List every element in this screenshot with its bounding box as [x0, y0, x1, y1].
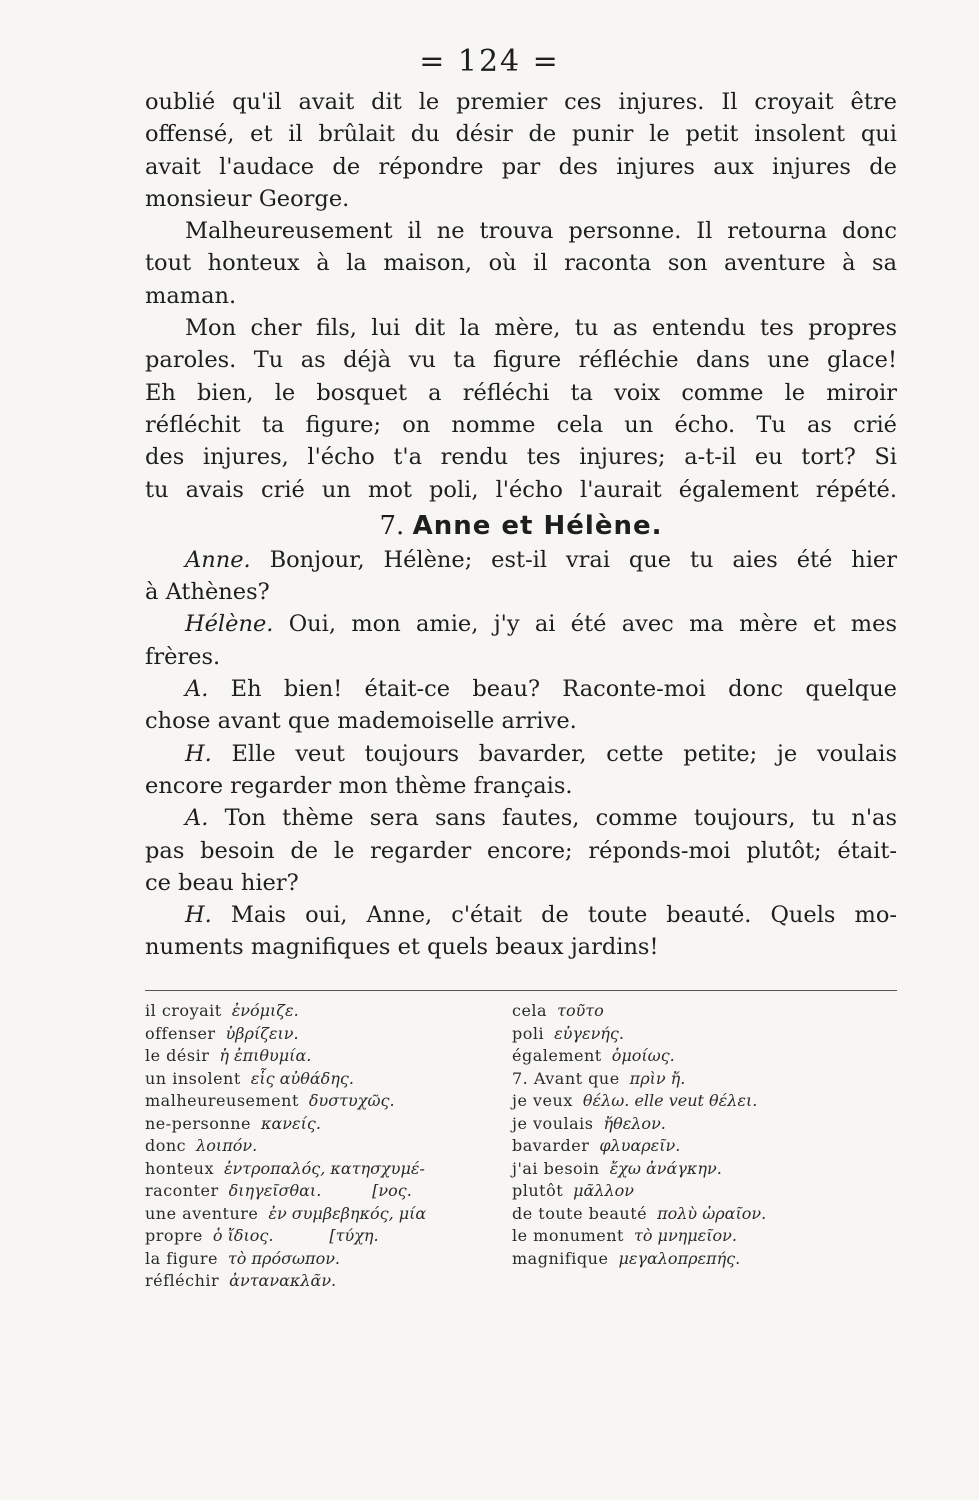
section-number: 7. [379, 510, 405, 541]
text-line: ce beau hier? [145, 869, 299, 896]
body-text [145, 86, 897, 964]
vocab-french: malheureusement [145, 1091, 299, 1110]
vocab-entry [512, 1000, 902, 1023]
text-line: chose avant que mademoiselle arrive. [145, 708, 577, 735]
vocab-greek: διηγεῖσθαι. [νος. [228, 1181, 412, 1200]
vocab-greek: ἀντανακλᾶν. [229, 1271, 337, 1290]
vocab-greek: ἐν συμβεβηκός, μία [268, 1203, 427, 1223]
vocab-greek: ἤθελον. [603, 1113, 666, 1133]
vocab-greek: εὐγενής. [554, 1023, 624, 1043]
text-line: réfléchit ta figure; on nomme cela un écho. Tu as crié [145, 411, 897, 438]
vocab-entry [512, 1248, 902, 1271]
speaker-name: Hélène. [185, 611, 274, 638]
vocab-greek: κανείς. [260, 1113, 321, 1133]
vocab-entry [512, 1090, 902, 1113]
vocab-french: réfléchir [145, 1271, 220, 1290]
vocab-entry [145, 1135, 515, 1158]
dialogue-text: Ton thème sera sans fautes, comme toujours, tu n'as [224, 805, 897, 832]
vocab-greek: ἐντροπαλός, κατησχυμέ- [223, 1158, 425, 1178]
vocab-greek: μᾶλλον [573, 1181, 634, 1200]
dialogue-text: Eh bien! était-ce beau? Raconte-moi donc quelque [230, 676, 897, 703]
vocab-greek: φλυαρεῖν. [599, 1136, 681, 1155]
vocab-entry [512, 1158, 902, 1181]
vocab-entry [512, 1113, 902, 1136]
vocab-greek: ἐνόμιζε. [231, 1001, 299, 1020]
vocab-french: de toute beauté [512, 1203, 648, 1223]
vocab-entry [512, 1225, 902, 1248]
dialogue-text: Mais oui, Anne, c'était de toute beauté. Quels mo- [230, 902, 897, 929]
text-line: numents magnifiques et quels beaux jardins! [145, 934, 659, 961]
vocab-entry [512, 1068, 902, 1091]
speaker-name: A. [185, 805, 209, 832]
vocab-french: une aventure [145, 1203, 259, 1223]
vocab-greek: ἔχω ἀνάγκην. [609, 1158, 722, 1178]
vocab-french: j'ai besoin [512, 1158, 600, 1178]
text-line: oublié qu'il avait dit le premier ces injures. Il croyait être [145, 89, 897, 115]
vocab-entry [145, 1023, 515, 1046]
text-line: paroles. Tu as déjà vu ta figure réfléchie dans une glace! [145, 347, 897, 374]
vocabulary-left [145, 1000, 515, 1293]
vocab-entry [145, 1270, 515, 1293]
vocab-entry [512, 1135, 902, 1158]
text-line: avait l'audace de répondre par des injures aux injures de [145, 153, 897, 180]
vocab-french: un insolent [145, 1068, 241, 1088]
vocab-french: magnifique [512, 1248, 609, 1268]
text-line: Malheureusement il ne trouva personne. Il retourna donc [185, 218, 897, 245]
vocab-greek: τοῦτο [557, 1001, 604, 1020]
text-line: maman. [145, 282, 237, 309]
dialogue-line [145, 544, 897, 576]
dialogue-line [145, 802, 897, 834]
text-line: frères. [145, 643, 221, 670]
dialogue-text: Bonjour, Hélène; est-il vrai que tu aies été hier [269, 546, 897, 573]
footnote-divider [145, 990, 897, 991]
vocab-french: je voulais [512, 1113, 594, 1133]
vocab-greek: ἡ ἐπιθυμία. [219, 1046, 312, 1065]
dialogue-line [145, 899, 897, 931]
dialogue-line [145, 608, 897, 640]
vocab-greek: λοιπόν. [196, 1136, 258, 1155]
text-line: tu avais crié un mot poli, l'écho l'aurait également répété. [145, 476, 897, 503]
text-line: des injures, l'écho t'a rendu tes injures; a-t-il eu tort? Si [145, 444, 897, 471]
vocab-french: la figure [145, 1248, 218, 1268]
vocab-french: raconter [145, 1181, 219, 1200]
vocab-greek: εἷς αὐθάδης. [250, 1068, 354, 1088]
vocab-french: poli [512, 1023, 545, 1043]
section-title: Anne et Hélène. [412, 510, 663, 541]
vocab-french: ne-personne [145, 1113, 251, 1133]
vocab-french: cela [512, 1001, 548, 1020]
vocab-greek: πρὶν ἤ. [629, 1068, 686, 1088]
vocab-french: propre [145, 1226, 203, 1245]
speaker-name: A. [185, 676, 209, 703]
dialogue-line [145, 738, 897, 770]
page-number: = 124 = [419, 44, 560, 79]
vocab-entry [512, 1045, 902, 1068]
vocab-greek: ὁμοίως. [611, 1046, 675, 1065]
vocab-french: donc [145, 1136, 187, 1155]
vocab-french: également [512, 1046, 602, 1065]
vocabulary-right [512, 1000, 902, 1270]
vocab-french: le désir [145, 1046, 210, 1065]
speaker-name: H. [185, 902, 212, 929]
text-line: à Athènes? [145, 579, 270, 606]
vocab-greek: μεγαλοπρεπής. [618, 1248, 741, 1268]
vocab-french: honteux [145, 1158, 214, 1178]
vocab-entry [145, 1180, 515, 1203]
vocab-entry [145, 1158, 515, 1181]
dialogue-line [145, 673, 897, 705]
vocab-entry [512, 1023, 902, 1046]
speaker-name: H. [185, 740, 212, 767]
text-line: offensé, et il brûlait du désir de punir le petit insolent qui [145, 121, 897, 148]
vocab-greek: ὑβρίζειν. [225, 1023, 299, 1043]
vocab-greek: πολὺ ὡραῖον. [657, 1203, 767, 1223]
vocab-entry [145, 1248, 515, 1271]
vocab-french: bavarder [512, 1136, 590, 1155]
text-line: Mon cher fils, lui dit la mère, tu as entendu tes propres [185, 315, 897, 342]
vocab-entry [145, 1000, 515, 1023]
dialogue-text: Oui, mon amie, j'y ai été avec ma mère et mes [288, 611, 897, 638]
dialogue-text: Elle veut toujours bavarder, cette petite; je voulais [231, 740, 898, 767]
vocab-greek: τὸ πρόσωπον. [227, 1248, 341, 1268]
text-line: pas besoin de le regarder encore; réponds-moi plutôt; était- [145, 837, 897, 864]
speaker-name: Anne. [185, 546, 251, 573]
vocab-entry [145, 1203, 515, 1226]
vocab-greek: ὁ ἴδιος. [τύχη. [212, 1226, 379, 1245]
vocab-greek: θέλω. elle veut θέλει. [582, 1091, 758, 1110]
vocab-entry [145, 1045, 515, 1068]
vocab-entry [512, 1203, 902, 1226]
vocab-french: il croyait [145, 1001, 222, 1020]
section-heading [145, 508, 897, 544]
vocab-french: offenser [145, 1023, 216, 1043]
text-line: encore regarder mon thème français. [145, 772, 573, 799]
vocab-greek: δυστυχῶς. [308, 1091, 395, 1110]
vocab-french: je veux [512, 1091, 573, 1110]
vocab-entry [145, 1068, 515, 1091]
vocab-entry [145, 1090, 515, 1113]
vocab-entry [145, 1113, 515, 1136]
text-line: tout honteux à la maison, où il raconta son aventure à sa [145, 250, 897, 277]
vocab-greek: τὸ μνημεῖον. [633, 1226, 737, 1245]
vocab-french: plutôt [512, 1181, 564, 1200]
vocab-french: le monument [512, 1226, 624, 1245]
vocab-entry [145, 1225, 515, 1248]
vocab-entry [512, 1180, 902, 1203]
text-line: Eh bien, le bosquet a réfléchi ta voix comme le miroir [145, 379, 897, 406]
vocab-french: 7. Avant que [512, 1068, 620, 1088]
text-line: monsieur George. [145, 185, 350, 212]
